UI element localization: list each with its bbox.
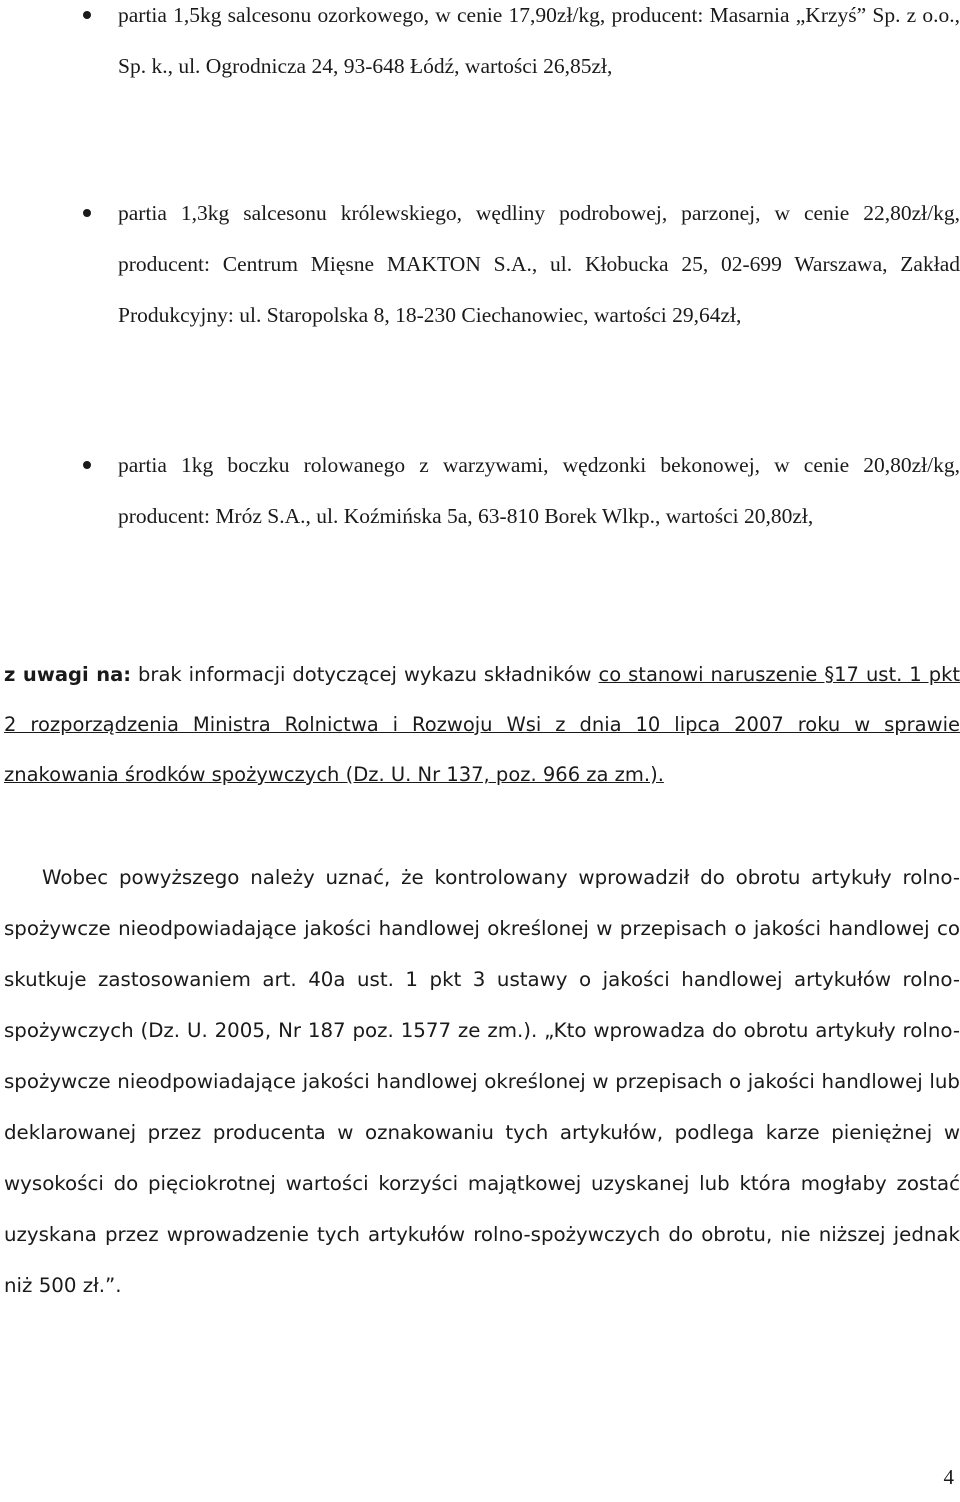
list-item-text: partia 1kg boczku rolowanego z warzywami, wędzonki bekonowej, w cenie 20,80zł/kg, producent: Mróz S.A., ul. Koźmińska 5a, 63-810 Borek Wlkp., wartości 20,80zł,: [118, 453, 960, 528]
bullet-icon: [83, 11, 91, 19]
violation-note: [4, 650, 960, 800]
note-plain: brak informacji dotyczącej wykazu składników: [131, 663, 599, 686]
note-lead: z uwagi na:: [4, 663, 132, 686]
bullet-icon: [83, 209, 91, 217]
list-item-text: partia 1,5kg salcesonu ozorkowego, w cenie 17,90zł/kg, producent: Masarnia „Krzyś” Sp. z o.o., Sp. k., ul. Ogrodnicza 24, 93-648 Łódź, wartości 26,85zł,: [118, 3, 960, 78]
list-item-text: partia 1,3kg salcesonu królewskiego, wędliny podrobowej, parzonej, w cenie 22,80zł/kg, producent: Centrum Mięsne MAKTON S.A., ul. Kłobucka 25, 02-699 Warszawa, Zakład Produkcyjny: ul. Staropolska 8, 18-230 Ciechanowiec, wartości 29,64zł,: [118, 201, 960, 327]
page-number: 4: [943, 1465, 954, 1489]
bullet-icon: [83, 461, 91, 469]
conclusion-paragraph: Wobec powyższego należy uznać, że kontrolowany wprowadził do obrotu artykuły rolno-spożywcze nieodpowiadające jakości handlowej określonej w przepisach o jakości handlowej co skutkuje zastosowaniem art. 40a ust. 1 pkt 3 ustawy o jakości handlowej artykułów rolno-spożywczych (Dz. U. 2005, Nr 187 poz. 1577 ze zm.). „Kto wprowadza do obrotu artykuły rolno-spożywcze nieodpowiadające jakości handlowej określonej w przepisach o jakości handlowej lub deklarowanej przez producenta w oznakowaniu tych artykułów, podlega karze pieniężnej w wysokości do pięciokrotnej wartości korzyści majątkowej uzyskanej lub która mogłaby zostać uzyskana przez wprowadzenie tych artykułów rolno-spożywczych do obrotu, nie niższej jednak niż 500 zł.”.: [4, 866, 960, 1297]
note-legal-reference: co stanowi naruszenie §17 ust. 1 pkt 2 rozporządzenia Ministra Rolnictwa i Rozwoju Wsi z dnia 10 lipca 2007 roku w sprawie znakowania środków spożywczych (Dz. U. Nr 137, poz. 966 za zm.).: [4, 663, 960, 786]
